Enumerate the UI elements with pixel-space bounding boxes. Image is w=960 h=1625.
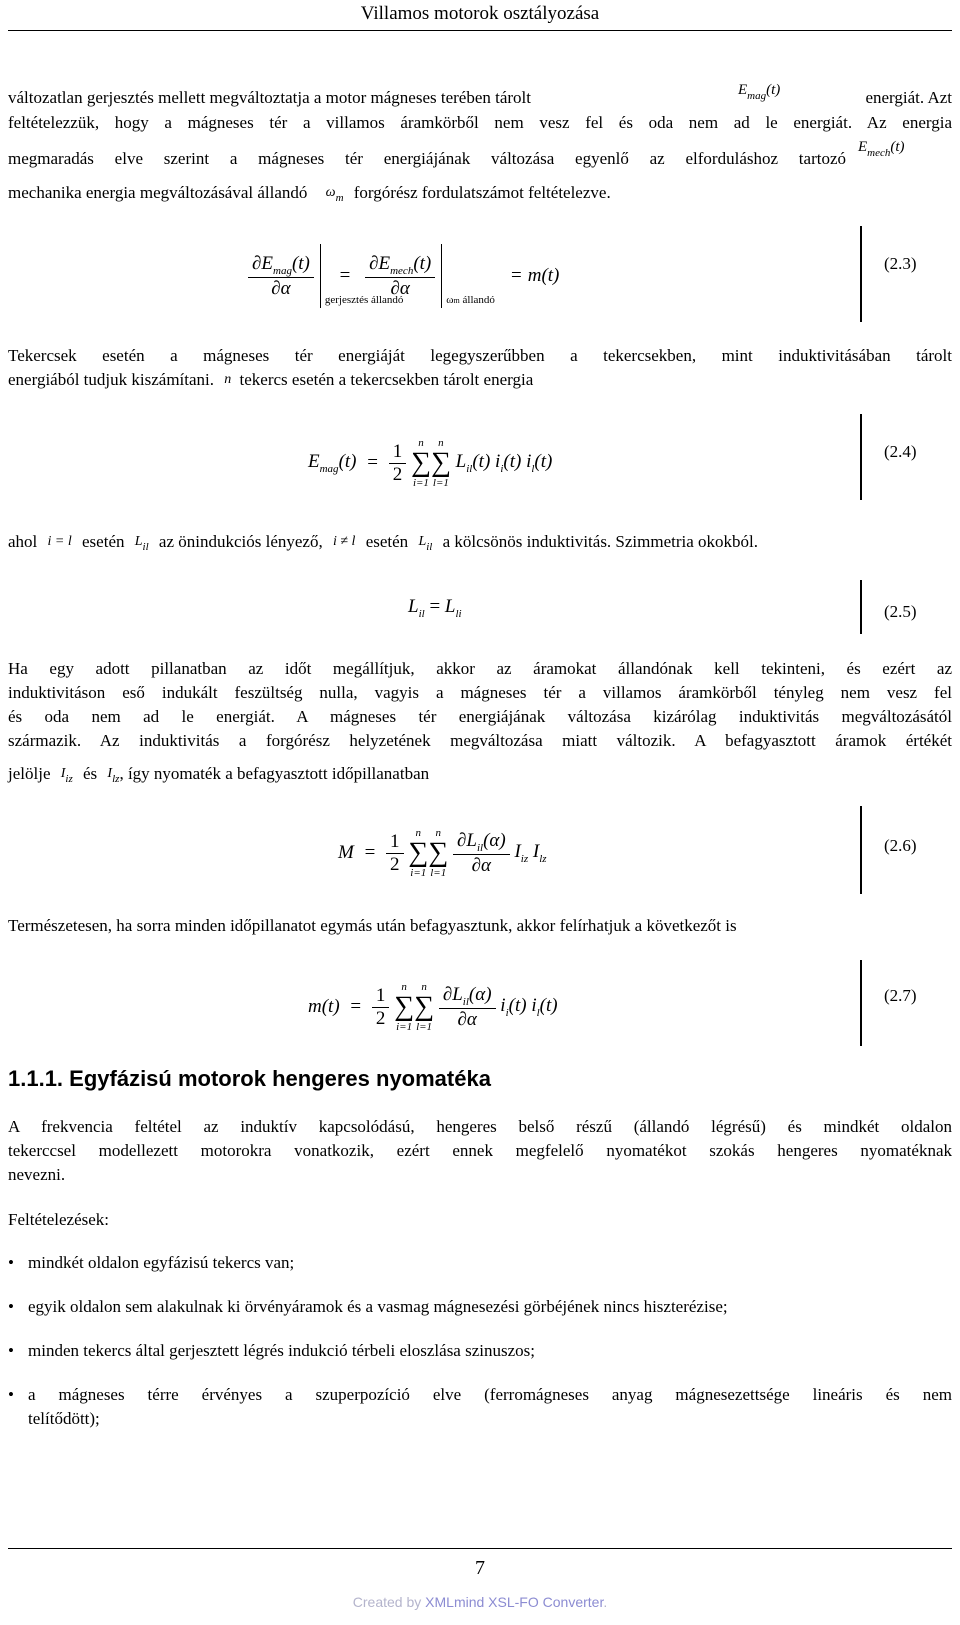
bullet-marker: • (8, 1341, 14, 1360)
eq4-number: (2.4) (884, 442, 917, 461)
inline-math-i-eq-l: i = l (47, 534, 72, 549)
eq6-formula: M = $\frac{1}{2}$ n ∑ i=1 n ∑ l=1 $\frac{\partial L_{il}(\alpha)}{\partial\alpha}$ $I_{iz}$ $I_{lz}$ (338, 827, 547, 879)
header-rule (8, 30, 952, 31)
inline-math-lil: $L_{il}$ (134, 534, 149, 553)
para1-line4 (8, 181, 952, 210)
inline-math-emag: $E_{mag}(t)$ (738, 82, 781, 102)
para3-line (8, 530, 952, 559)
para4-text-c: , így nyomaték a befagyasztott időpillanatban (119, 764, 430, 783)
document-page: Villamos motorok osztályozása változatlan gerjesztés mellett megváltoztatja a motor mágneses terében tárolt $E_{mag}(t)$ energiát. Azt feltételezzük, hogy a mágneses tér a villamos áramkörből nem vesz fel és oda nem ad le energiát. Az energia megmaradás elve szerint a mágneses tér energiájának változása egyenlő az elforduláshoz tartozó $E_{mech}(t)$ mechanika energia megváltozásával állandó $\omega_m$ forgórész fordulatszámot feltételezve. $\frac{\partial E_{mag}(t)}{\partial\alpha}$ gerjesztés állandó = $\frac{\partial E_{mech}(t)}{\partial\alpha}$ ωm állandó = m(t) (2.3) Tekercsek esetén a mágneses tér energiáját legegyszerűbben a tekercsekben, mint induktivitásában tárolt energiából tudjuk kiszámítani. n tekercs esetén a tekercsekben tárolt energia $E_{mag}(t)$ = $\frac{1}{2}$ n ∑ i=1 n ∑ l=1 $L_{il}(t)$ $i_i(t)$ $i_l(t)$ (2.4) ahol i = l esetén $L_{il}$ az önindukciós lényező, i ≠ l esetén $L_{il}$ a kölcsönös induktivitás. Szimmetria okokból. $L_{il} = L_{li}$ (2.5) Ha egy adott pillanatban az időt megállítjuk, akkor az áramokat állandónak kell tekinteni, és ezért az induktivitáson eső indukált feszültség nulla, vagyis a mágneses tér a villamos áramkörből tényleg nem vesz fel és oda nem ad le energiát. A mágneses tér energiájának változása kizárólag induktivitás megváltozásától származik. Az induktivitás a forgórész helyzetének megváltozása miatt változik. A befagyasztott áramok értékét jelölje $I_{iz}$ és $I_{lz}$, így nyomaték a befagyasztott időpillanatban M = $\frac{1}{2}$ n ∑ i=1 n ∑ l=1 $\frac{\partial L_{il}(\alpha)}{\partial\alpha}$ $I_{iz}$ $I_{lz}$ (2.6) Természetesen, ha sorra minden időpillanatot egymás után befagyasztunk, akkor felírhatjuk a következőt is m(t) = $\frac{1}{2}$ n ∑ i=1 n ∑ l=1 $\frac{\partial L_{il}(\alpha)}{\partial\alpha}$ $i_i(t)$ $i_l(t)$ (2.7) 1.1.1. Egyfázisú motorok hengeres nyomatéka A frekvencia feltétel az induktív kapcsolódású, hengeres belső részű (állandó légrésű) és mindkét oldalon tekerccsel modellezett motorokra vonatkozik, ezért ennek megfelelő nyomatékot szokás hengeres nyomatéknak nevezni. Feltételezések: • mindkét oldalon egyfázisú tekercs van; • egyik oldalon sem alakulnak ki örvényáramok és a vasmag mágnesezési görbéjének nincs hiszterézise; • minden tekercs által gerjesztett légrés indukció térbeli eloszlása szinuszos; • a mágneses térre érvényes a szuperpozíció elve (ferromágneses anyag mágnesezettsége lineáris és nem telítődött); 7 Created by XMLmind XSL-FO Converter. (0, 0, 960, 1625)
equation-2-7 (8, 960, 952, 1050)
para6-line2: tekerccsel modellezett motorokra vonatkozik, ezért ennek megfelelő nyomatékot szokás hengeres nyomatéknak (8, 1141, 952, 1160)
equation-2-6 (8, 806, 952, 898)
inline-math-omega: $\omega_m$ (325, 185, 344, 204)
para4-text-b: és (83, 764, 98, 783)
para1-text-4b: forgórész fordulatszámot feltételezve. (353, 183, 611, 202)
eq3-number: (2.3) (884, 254, 917, 273)
para6-line1: A frekvencia feltétel az induktív kapcsolódású, hengeres belső részű (állandó légrésű) és mindkét oldalon (8, 1117, 952, 1136)
eq7-formula: m(t) = $\frac{1}{2}$ n ∑ i=1 n ∑ l=1 $\frac{\partial L_{il}(\alpha)}{\partial\alpha}$ $i_i(t)$ $i_l(t)$ (308, 981, 558, 1033)
para3-text-5: a kölcsönös induktivitás. Szimmetria okokból. (442, 532, 759, 551)
generator-credit: Created by XMLmind XSL-FO Converter. (352, 1594, 608, 1610)
para6-line3: nevezni. (8, 1165, 66, 1184)
eq6-number: (2.6) (884, 836, 917, 855)
para2-text-b: tekercs esetén a tekercsekben tárolt energia (239, 370, 534, 389)
para3-text-3: az önindukciós lényező, (158, 532, 323, 551)
page-number: 7 (475, 1557, 485, 1579)
eq3-formula: $\frac{\partial E_{mag}(t)}{\partial\alpha}$ gerjesztés állandó = $\frac{\partial E_{mech}(t)}{\partial\alpha}$ ωm állandó = m(t) (248, 244, 559, 308)
para1-line1 (8, 82, 952, 110)
inline-math-emech: $E_{mech}(t)$ (858, 139, 905, 159)
eq5-number: (2.5) (884, 602, 917, 621)
para1-text-3: megmaradás elve szerint a mágneses tér energiájának változása egyenlő az elforduláshoz tartozó (8, 149, 846, 168)
para2-line1: Tekercsek esetén a mágneses tér energiáját legegyszerűbben a tekercsekben, mint induktivitásában tárolt (8, 346, 952, 365)
para2-line2 (8, 368, 952, 392)
eq6-bar (860, 806, 862, 894)
equation-2-5 (8, 580, 952, 638)
equation-2-3 (8, 226, 952, 326)
para1-text-4a: mechanika energia megváltozásával állandó (8, 183, 308, 202)
para4-line2: induktivitáson eső indukált feszültség nulla, vagyis a mágneses tér a villamos áramkörből tényleg nem vesz fel (8, 683, 952, 702)
para1-text-b: energiát. Azt (865, 88, 952, 107)
para3-text-4: esetén (365, 532, 409, 551)
inline-math-iiz: $I_{iz}$ (60, 766, 73, 785)
eq7-number: (2.7) (884, 986, 917, 1005)
bullet-marker: • (8, 1297, 14, 1316)
bullet-marker: • (8, 1253, 14, 1272)
inline-math-ilz: $I_{lz}$ (107, 766, 120, 785)
eq4-formula: $E_{mag}(t)$ = $\frac{1}{2}$ n ∑ i=1 n ∑ l=1 $L_{il}(t)$ $i_i(t)$ $i_l(t)$ (308, 437, 553, 489)
eq4-bar (860, 414, 862, 500)
para1-text-a: változatlan gerjesztés mellett megváltoztatja a motor mágneses terében tárolt (8, 88, 532, 107)
eq7-bar (860, 960, 862, 1046)
para4-line4: származik. Az induktivitás a forgórész helyzetének megváltozása miatt változik. A befagyasztott áramok értékét (8, 731, 952, 750)
inline-math-n: n (224, 372, 232, 387)
para4-text-a: jelölje (8, 764, 51, 783)
para5: Természetesen, ha sorra minden időpillanatot egymás után befagyasztunk, akkor felírhatjuk a következőt is (8, 916, 737, 935)
eq3-bar (860, 226, 862, 322)
running-header: Villamos motorok osztályozása (360, 3, 600, 24)
para3-text-1: ahol (8, 532, 38, 551)
para1-line3 (8, 139, 952, 171)
section-heading: 1.1.1. Egyfázisú motorok hengeres nyomatéka (8, 1066, 491, 1091)
generator-link[interactable]: XMLmind XSL-FO Converter (425, 1594, 604, 1610)
bullet-marker: • (8, 1385, 14, 1404)
assumptions-label: Feltételezések: (8, 1210, 110, 1229)
para4-line5 (8, 762, 952, 791)
footer-rule (8, 1548, 952, 1549)
inline-math-i-ne-l: i ≠ l (332, 534, 356, 549)
inline-math-lil-2: $L_{il}$ (418, 534, 433, 553)
para2-text-a: energiából tudjuk kiszámítani. (8, 370, 215, 389)
para3-text-2: esetén (82, 532, 125, 551)
eq5-bar (860, 580, 862, 634)
para4-line1: Ha egy adott pillanatban az időt megállítjuk, akkor az áramokat állandónak kell tekinteni, és ezért az (8, 659, 952, 678)
equation-2-4 (8, 414, 952, 504)
eq5-formula: $L_{il} = L_{li}$ (408, 596, 462, 620)
para4-line3: és oda nem ad le energiát. A mágneses tér energiájának változása kizárólag induktivitás megváltozásától (8, 707, 952, 726)
para1-line2: feltételezzük, hogy a mágneses tér a villamos áramkörből nem vesz fel és oda nem ad le energiát. Az energia (8, 113, 952, 132)
